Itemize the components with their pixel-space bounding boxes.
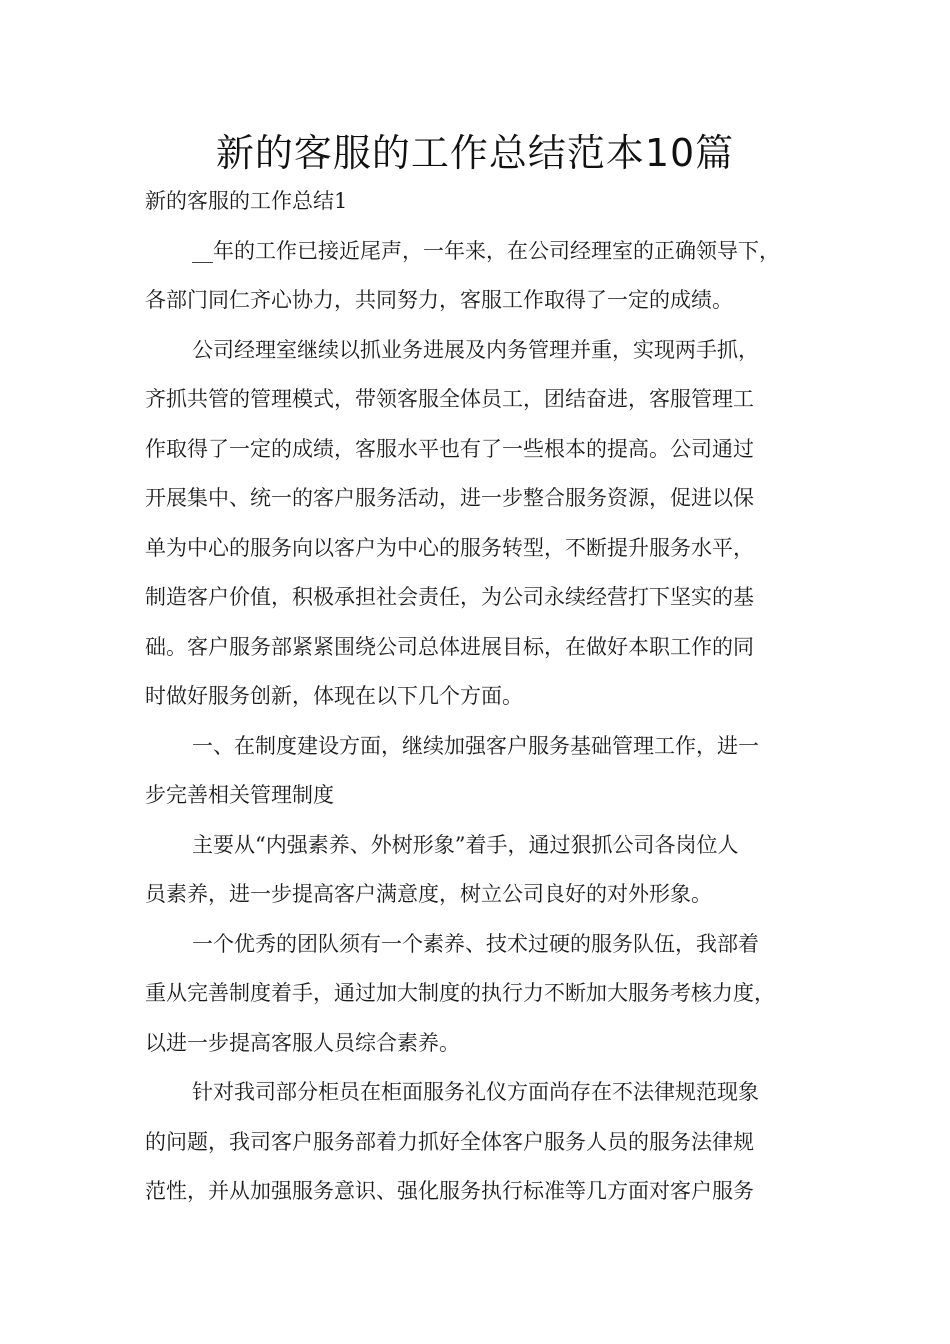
paragraph-line: 时做好服务创新，体现在以下几个方面。 xyxy=(145,684,523,708)
paragraph-line: 齐抓共管的管理模式，带领客服全体员工，团结奋进，客服管理工 xyxy=(145,387,754,411)
paragraph-line: 公司经理室继续以抓业务进展及内务管理并重，实现两手抓， xyxy=(192,338,759,362)
paragraph-line: 制造客户价值，积极承担社会责任，为公司永续经营打下坚实的基 xyxy=(145,585,754,609)
paragraph-line: __年的工作已接近尾声，一年来，在公司经理室的正确领导下， xyxy=(192,239,780,263)
document-title: 新的客服的工作总结范本10篇 xyxy=(215,131,735,175)
paragraph-line: 针对我司部分柜员在柜面服务礼仪方面尚存在不法律规范现象 xyxy=(192,1080,759,1104)
paragraph-line: 单为中心的服务向以客户为中心的服务转型，不断提升服务水平， xyxy=(145,536,754,560)
paragraph-line: 重从完善制度着手，通过加大制度的执行力不断加大服务考核力度， xyxy=(145,981,775,1005)
paragraph-line: 员素养，进一步提高客户满意度，树立公司良好的对外形象。 xyxy=(145,882,712,906)
paragraph-line: 以进一步提高客服人员综合素养。 xyxy=(145,1031,460,1055)
paragraph-line: 范性，并从加强服务意识、强化服务执行标准等几方面对客户服务 xyxy=(145,1179,754,1203)
paragraph-line: 步完善相关管理制度 xyxy=(145,783,334,807)
paragraph-line: 一、在制度建设方面，继续加强客户服务基础管理工作，进一 xyxy=(192,734,759,758)
paragraph-line: 一个优秀的团队须有一个素养、技术过硬的服务队伍，我部着 xyxy=(192,932,759,956)
paragraph-line: 的问题，我司客户服务部着力抓好全体客户服务人员的服务法律规 xyxy=(145,1130,754,1154)
paragraph-line: 作取得了一定的成绩，客服水平也有了一些根本的提高。公司通过 xyxy=(145,437,754,461)
paragraph-line: 各部门同仁齐心协力，共同努力，客服工作取得了一定的成绩。 xyxy=(145,288,733,312)
section-heading: 新的客服的工作总结1 xyxy=(145,189,348,213)
paragraph-line: 础。客户服务部紧紧围绕公司总体进展目标，在做好本职工作的同 xyxy=(145,635,754,659)
paragraph-line: 主要从“内强素养、外树形象”着手，通过狠抓公司各岗位人 xyxy=(192,833,739,857)
paragraph-line: 开展集中、统一的客户服务活动，进一步整合服务资源，促进以保 xyxy=(145,486,754,510)
